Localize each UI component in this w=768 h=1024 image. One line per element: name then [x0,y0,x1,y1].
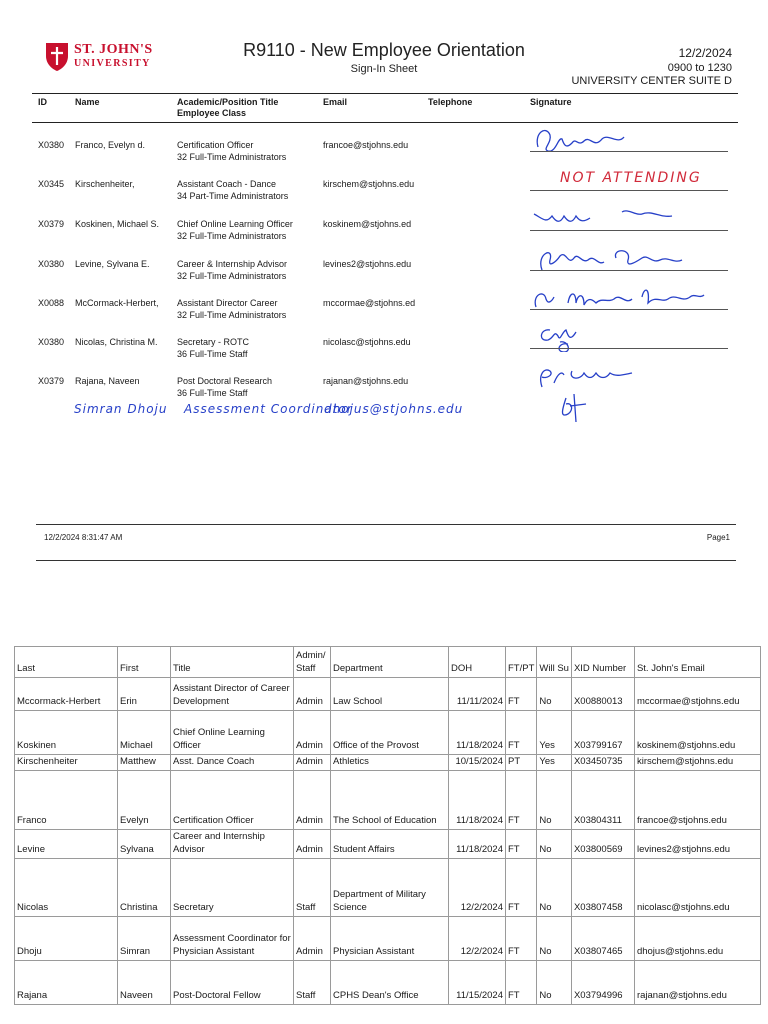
cell-last: Kirschenheiter [15,755,118,771]
handwritten-title: Assessment Coordinator [184,402,353,416]
cell-email: koskinem@stjohns.edu [634,711,760,755]
cell-last: Nicolas [15,859,118,917]
table-row [15,830,761,859]
column-header-title [177,97,278,119]
cell-admin-staff: Staff [294,859,331,917]
row-id: X0379 [38,376,65,386]
cell-admin-staff: Admin [294,830,331,859]
row-email: kirschem@stjohns.edu [323,179,415,189]
cell-doh: 11/15/2024 [449,961,506,1005]
roster-header-admin-staff: Admin/ Staff [294,647,331,678]
cell-admin-staff: Admin [294,678,331,711]
cell-title: Assessment Coordinator for Physician Assistant [171,917,294,961]
cell-admin-staff: Admin [294,711,331,755]
cell-department: CPHS Dean's Office [331,961,449,1005]
cell-xid: X03450735 [571,755,634,771]
cell-email: mccormae@stjohns.edu [634,678,760,711]
row-id: X0380 [38,337,65,347]
cell-title: Assistant Director of Career Development [171,678,294,711]
column-header-id: ID [38,97,47,107]
row-name: Kirschenheiter, [75,179,135,189]
cell-will: Yes [537,755,572,771]
row-title: Assistant Director Career [177,298,278,308]
cell-department: The School of Education [331,771,449,830]
signature-line [530,151,728,152]
cell-last: Koskinen [15,711,118,755]
roster-header-email: St. John's Email [634,647,760,678]
cell-ftpt: FT [506,859,537,917]
cell-department: Student Affairs [331,830,449,859]
column-header-telephone: Telephone [428,97,473,107]
cell-last: Rajana [15,961,118,1005]
cell-first: Michael [118,711,171,755]
cell-first: Christina [118,859,171,917]
signature-line [530,190,728,191]
cell-first: Evelyn [118,771,171,830]
cell-will: No [537,961,572,1005]
cell-title: Career and Internship Advisor [171,830,294,859]
cell-ftpt: FT [506,771,537,830]
header-divider-bottom [32,122,738,123]
report-title: R9110 - New Employee Orientation [243,40,525,60]
column-header-signature: Signature [530,97,572,107]
cell-xid: X03800569 [571,830,634,859]
handwritten-signature [532,361,728,391]
employee-roster-table [14,646,761,1005]
cell-last: Franco [15,771,118,830]
table-row [15,961,761,1005]
row-title: Certification Officer [177,140,254,150]
cell-first: Erin [118,678,171,711]
cell-department: Department of Military Science [331,859,449,917]
not-attending-note: NOT ATTENDING [560,170,702,186]
column-header-title-line2: Employee Class [177,108,247,118]
report-subtitle: Sign-In Sheet [350,63,418,75]
row-email: rajanan@stjohns.edu [323,376,409,386]
table-row [15,678,761,711]
cell-email: nicolasc@stjohns.edu [634,859,760,917]
cell-doh: 11/18/2024 [449,771,506,830]
row-id: X0380 [38,259,65,269]
row-class: 32 Full-Time Administrators [177,271,287,281]
cell-email: dhojus@stjohns.edu [634,917,760,961]
row-name: McCormack-Herbert, [75,298,159,308]
logo-text-line2: UNIVERSITY [74,58,151,69]
row-name: Koskinen, Michael S. [75,219,160,229]
row-name: Rajana, Naveen [75,376,140,386]
table-row [15,917,761,961]
roster-header-last: Last [15,647,118,678]
row-title: Secretary - ROTC [177,337,250,347]
roster-header-first: First [118,647,171,678]
handwritten-name: Simran Dhoju [74,402,168,416]
cell-department: Law School [331,678,449,711]
roster-header-ftpt: FT/PT [506,647,537,678]
cell-title: Chief Online Learning Officer [171,711,294,755]
handwritten-email: dhojus@stjohns.edu [324,402,464,416]
row-id: X0345 [38,179,65,189]
cell-first: Matthew [118,755,171,771]
row-email: francoe@stjohns.edu [323,140,409,150]
table-row [15,755,761,771]
logo-text-line1: ST. JOHN'S [74,42,153,57]
cell-email: rajanan@stjohns.edu [634,961,760,1005]
cell-xid: X03807465 [571,917,634,961]
row-class: 34 Part-Time Administrators [177,191,289,201]
cell-last: Mccormack-Herbert [15,678,118,711]
cell-ftpt: FT [506,917,537,961]
cell-first: Sylvana [118,830,171,859]
cell-will: No [537,678,572,711]
cell-email: levines2@stjohns.edu [634,830,760,859]
session-location: UNIVERSITY CENTER SUITE D [571,75,732,87]
table-row [15,771,761,830]
row-id: X0380 [38,140,65,150]
cell-department: Athletics [331,755,449,771]
handwritten-signature [554,392,594,426]
signature-line [530,270,728,271]
signature-line [530,348,728,349]
row-email: mccormae@stjohns.ed [323,298,416,308]
cell-department: Physician Assistant [331,917,449,961]
cell-title: Post-Doctoral Fellow [171,961,294,1005]
print-timestamp: 12/2/2024 8:31:47 AM [44,533,123,542]
cell-admin-staff: Staff [294,961,331,1005]
row-class: 36 Full-Time Staff [177,388,248,398]
row-name: Levine, Sylvana E. [75,259,150,269]
cell-ftpt: FT [506,711,537,755]
row-class: 36 Full-Time Staff [177,349,248,359]
row-email: levines2@stjohns.edu [323,259,412,269]
cell-xid: X03799167 [571,711,634,755]
roster-header-department: Department [331,647,449,678]
row-email: nicolasc@stjohns.edu [323,337,411,347]
column-header-name: Name [75,97,100,107]
cell-first: Naveen [118,961,171,1005]
row-title: Assistant Coach - Dance [177,179,277,189]
cell-doh: 12/2/2024 [449,859,506,917]
cell-doh: 10/15/2024 [449,755,506,771]
cell-admin-staff: Admin [294,771,331,830]
row-class: 32 Full-Time Administrators [177,310,287,320]
handwritten-entry [74,402,714,432]
cell-will: No [537,771,572,830]
header-divider-top [32,93,738,94]
cell-first: Simran [118,917,171,961]
roster-header-will: Will Su [537,647,572,678]
cell-doh: 12/2/2024 [449,917,506,961]
roster-header-doh: DOH [449,647,506,678]
cell-title: Certification Officer [171,771,294,830]
column-header-title-line1: Academic/Position Title [177,97,279,107]
row-id: X0379 [38,219,65,229]
cell-ftpt: FT [506,961,537,1005]
cell-xid: X03804311 [571,771,634,830]
row-title: Career & Internship Advisor [177,259,288,269]
cell-title: Secretary [171,859,294,917]
cell-will: No [537,830,572,859]
cell-xid: X00880013 [571,678,634,711]
cell-doh: 11/18/2024 [449,711,506,755]
cell-ftpt: PT [506,755,537,771]
session-time: 0900 to 1230 [667,62,732,74]
signature-line [530,230,728,231]
row-name: Nicolas, Christina M. [75,337,158,347]
footer-divider [36,524,736,525]
cell-title: Asst. Dance Coach [171,755,294,771]
roster-header-title: Title [171,647,294,678]
cell-admin-staff: Admin [294,917,331,961]
row-class: 32 Full-Time Administrators [177,231,287,241]
cell-ftpt: FT [506,830,537,859]
roster-header-xid: XID Number [571,647,634,678]
table-row [15,859,761,917]
row-title: Post Doctoral Research [177,376,273,386]
cell-xid: X03794996 [571,961,634,1005]
cell-will: No [537,859,572,917]
cell-last: Dhoju [15,917,118,961]
cell-doh: 11/18/2024 [449,830,506,859]
row-email: koskinem@stjohns.ed [323,219,412,229]
roster-header-row [15,647,761,678]
cell-xid: X03807458 [571,859,634,917]
table-row [15,711,761,755]
cell-ftpt: FT [506,678,537,711]
footer-divider-bottom [36,560,736,561]
cell-will: No [537,917,572,961]
cell-email: kirschem@stjohns.edu [634,755,760,771]
page-number: Page1 [706,533,730,542]
session-date: 12/2/2024 [678,46,732,60]
row-class: 32 Full-Time Administrators [177,152,287,162]
cell-department: Office of the Provost [331,711,449,755]
signature-line [530,309,728,310]
row-title: Chief Online Learning Officer [177,219,293,229]
cell-doh: 11/11/2024 [449,678,506,711]
cell-will: Yes [537,711,572,755]
cell-last: Levine [15,830,118,859]
cell-admin-staff: Admin [294,755,331,771]
row-id: X0088 [38,298,65,308]
cell-email: francoe@stjohns.edu [634,771,760,830]
column-header-email: Email [323,97,348,107]
row-name: Franco, Evelyn d. [75,140,146,150]
